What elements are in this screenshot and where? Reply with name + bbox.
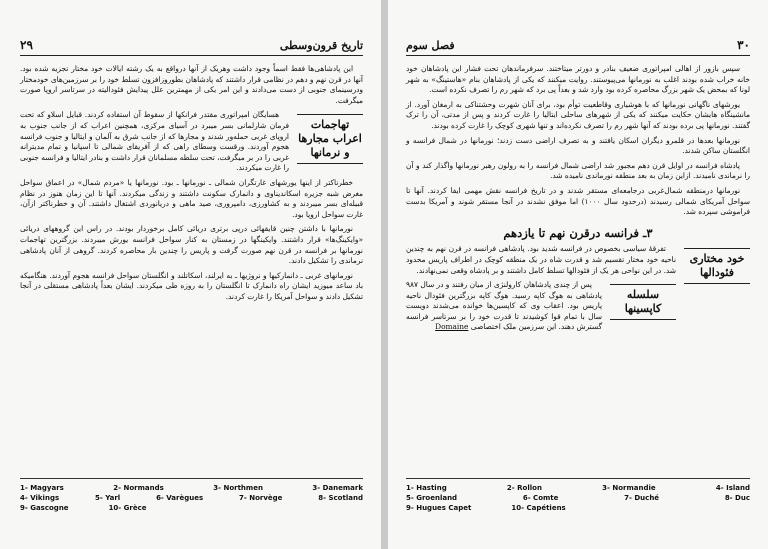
right-page — [388, 0, 768, 549]
paragraph: نورمانها بعدها در قلمرو دیگران اسکان یافتند و به تصرف اراضی دست زدند؛ نورمانها در شمال فرانسه و انگلستان ساکن شدند. — [406, 135, 750, 156]
footnote: 4- Vikings — [20, 494, 60, 502]
right-page-header — [406, 38, 750, 56]
footnote: 9- Hugues Capet — [406, 504, 472, 512]
paragraph: پادشاه فرانسه در اوایل قرن دهم مجبور شد اراضی شمال فرانسه را به رولون رهبر نورمانها واگذار کند و آن را نرماندی نامیدند. ازاین زمان به بعد منطقه نورماندی نامیده شد. — [406, 160, 750, 181]
paragraph: هسایگان امپراتوری مقتدر فرانکها از سقوط آن استفاده کردند. قبایل اسلاو که تحت فرمان شارلمانی بسر میبرد در آسیای مرکزی، همچنین اعراب که از جانب جنوب به اروپای غربی حمله‌ور شدند و مجارها که از جانب شرق به آلمان و ایتالیا و جنوب فرانسه هجوم آوردند. ورقست وسطای راهی که از آفریقای شمالی تا اسپانیا و تمام مدیترانه غربی را در بر میگرفت، تحت سلطه مسلمانان قرار داشت و بنادر ایتالیا و فرانسه جنوبی را غارت میکردند. — [20, 110, 289, 173]
page-number: ۲۹ — [20, 38, 33, 52]
footnote-row — [20, 493, 363, 503]
side-heading: تهاجمات اعراب مجارها و نرمانها — [297, 114, 363, 164]
footnote: 2- Rollon — [506, 484, 542, 492]
running-title: تاریخ قرون‌وسطی — [279, 39, 363, 52]
paragraph: نورمانهای غربی ـ دانمارکیها و نروژیها ـ به ایرلند، اسکاتلند و انگلستان سواحل فرانسه هجوم آوردند. هنگامیکه باد ساعد میوزید ایشان راه دانمارک تا انگلستان را به روزه طی میکردند. ایشان بعداً پادشاهی مستقلی در آنجا تشکیل دادند و سواحل آمریکا را غارت کردند. — [20, 270, 363, 301]
paragraph — [406, 280, 750, 333]
running-title: فصل سوم — [406, 39, 455, 52]
paragraph: خطرناکتر از اینها یورشهای غارتگران شمالی ـ نورمانها ـ بود. نورمانها یا «مردم شمال» در اعماق سواحل مغرض شبه جزیره اسکاندیناوی و دانمارک سکونت داشتند و زندگی میکردند. آنها تا این زمان هنوز در نظام قبیله‌ای بسر میبردند و به کشاورزی، دامپروری، صید ماهی و دریانوردی اشتغال داشتند. آن و خطرناکتر ازآن، غارت سواحل اروپا بود. — [20, 177, 363, 219]
paragraph: تفرقهٔ سیاسی بخصوص در فرانسه شدید بود. پادشاهی فرانسه در قرن نهم به چندین ناحیه خود مختار تقسیم شد و قدرت شاه در یک منطقه کوچک در اطراف پاریس محدود شد. در این نواحی هر یک از فئودالها تسلط کامل داشتند و بر پادشاه وقعی نمی‌نهادند. — [406, 244, 676, 275]
footnote: 1- Magyars — [20, 484, 64, 492]
page-number: ۳۰ — [737, 38, 750, 52]
section-title: ۳ـ فرانسه درقرن نهم تا یازدهم — [503, 225, 653, 240]
side-heading: خود مختاری فئودالها — [684, 248, 750, 284]
footnote: 9- Gascogne — [20, 504, 69, 512]
right-body-text — [406, 64, 750, 333]
paragraph: این پادشاهی‌ها فقط اسماً وجود داشت وهریک از آنها درواقع به یک رشته ایالات خود مختار تجزیه شده بود. آنها در قرن نهم و دهم در نظامی قرار داشتند که پادشاهان بطوروزافزون تسلط خود را بر سرزمین‌های خودمختار ودرسینمای جنوبی از دست می‌دادند و این امر یکی از مهمترین علل پیدایش فئودالیته در سرتاسر اروپا صورت میگرفت. — [20, 64, 363, 105]
footnote-row — [406, 483, 750, 493]
footnote: 1- Hasting — [406, 484, 447, 492]
footnote-row — [20, 483, 363, 493]
footnote-row — [406, 503, 750, 513]
underlined-term: Domaine — [435, 322, 469, 332]
left-page — [0, 0, 381, 549]
footnotes — [406, 478, 750, 513]
footnote: 8- Scotland — [318, 494, 363, 502]
footnote-row — [406, 493, 750, 503]
paragraph: نورمانها با داشتن چنین قایقهائی درپی برتری دریائی کامل برخوردار بودند. در راس این گروههای دریائی «وایکینگ‌ها» قرار داشتند. وایکینگها در زمستان به کنار سواحل فرانسه یورش میبردند. بزرگترین تهاجمات نورمانها بر فرانسه در قرن نهم صورت گرفت و پاریس را چندین بار محاصره کردند. گروهی از آنان پادشاهی نرماندی را تشکیل دادند. — [20, 224, 363, 266]
side-heading: سلسله کاپسینها — [610, 284, 676, 320]
footnote: 10- Capétiens — [511, 504, 566, 512]
footnote: 3- Danemark — [312, 484, 363, 492]
paragraph-text: پس از چندی پادشاهان کارولنژی از میان رفتند و در سال ۹۸۷ پادشاهی به هوگ کاپه رسید. هوگ کاپه بزرگترین فئودال ناحیه پاریس بود. اعقاب وی که کاپسین‌ها خوانده می‌شدند دویست سال با تمام قوا کوشیدند تا قدرت خود را بر سرتاسر فرانسه گسترش دهند. این سرزمین ملک اختصاصی — [406, 280, 602, 332]
footnote: 3- Northmen — [213, 484, 263, 492]
footnote: 5- Groenland — [406, 494, 458, 502]
footnote: 2- Normands — [113, 484, 164, 492]
footnote: 7- Norvège — [239, 494, 283, 502]
footnote: 6- Varègues — [156, 494, 204, 502]
footnotes — [20, 478, 363, 513]
paragraph: سپس بازور از اهالی امپراتوری ضعیف بنادر و دورتر میتاختند. سرفرماندهان تحت فشار این پادشاهان خود خانه خراب شده بودند اغلب به نورمانها می‌پیوستند. روایت میکنند که یکی از پادشاهان بنام «هاستینگ» به شهر لونا که بمحض یک شهر بزرگ محاصره کرده بود وارد شد و بعداً پی برد که شهر رم را تصرف نکرده است. — [406, 64, 750, 95]
footnote: 4- Island — [715, 484, 750, 492]
paragraph: نورمانها درمنطقه شمال‌غربی درجامعه‌ای مستقر شدند و در تاریخ فرانسه نقش مهمی ایفا کردند. آنها تا سواحل آمریکای شمالی رسیدند (درحدود سال ۱۰۰۰) اما موفق نشدند در آنجا مستقر شوند و آمریکا بدست فراموشی سپرده شد. — [406, 185, 750, 217]
left-page-header — [20, 38, 363, 56]
book-gutter — [381, 0, 388, 549]
footnote: 3- Normandie — [602, 484, 656, 492]
footnote: 7- Duché — [624, 494, 660, 502]
footnote: 5- Yarl — [94, 494, 121, 502]
left-body-text — [20, 64, 363, 302]
footnote: 8- Duc — [724, 494, 750, 502]
footnote: 10- Grèce — [108, 504, 147, 512]
footnote: 6- Comte — [522, 494, 559, 502]
paragraph: یورشهای ناگهانی نورمانها که با هوشیاری وقاطعیت توأم بود، برای آنان شهرت وحشتناکی به ارمغان آورد. از مانشینگاه هایشان حکایت میکنند که یکی از شهرهای ساحلی ایتالیا را غارت کردند و پس از مدتی، آن را ترک گفتند. نورمانها پی برده بودند که آنها شهر رم را تصرف نکرده‌اند و تنها شهری کوچک را غارت کرده بودند. — [406, 99, 750, 130]
footnote-row — [20, 503, 363, 513]
